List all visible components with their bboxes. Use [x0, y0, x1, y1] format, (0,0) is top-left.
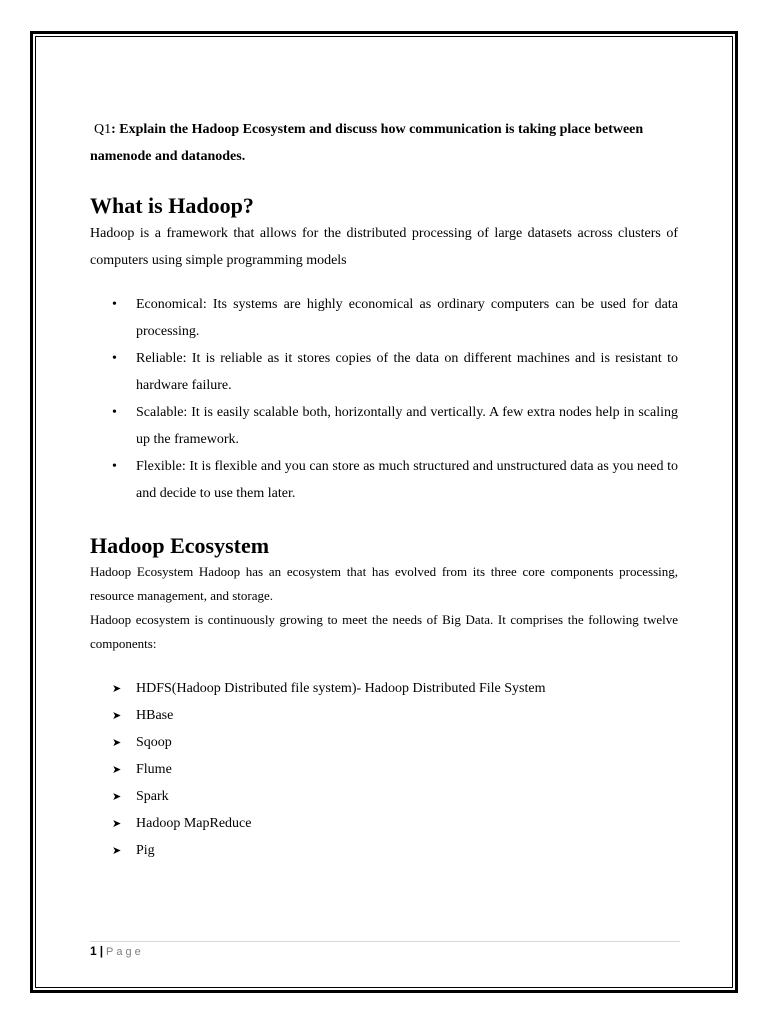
list-item-text: Scalable: It is easily scalable both, horizontally and vertically. A few extra nodes help in scaling up the framework. — [136, 405, 678, 447]
list-item — [90, 675, 678, 702]
bullet-icon: • — [112, 297, 117, 312]
bullet-icon: • — [112, 351, 117, 366]
list-item-text: HBase — [136, 708, 174, 723]
arrow-bullet-icon: ➤ — [112, 682, 122, 695]
list-item-text: Economical: Its systems are highly economical as ordinary computers can be used for data processing. — [136, 297, 678, 339]
list-item — [90, 756, 678, 783]
list-item-text: Pig — [136, 843, 155, 858]
document-body — [90, 116, 678, 864]
footer-divider — [90, 941, 680, 942]
question-label: Q1 — [94, 122, 112, 137]
list-item — [90, 810, 678, 837]
heading-hadoop-ecosystem: Hadoop Ecosystem — [90, 533, 270, 558]
question-text: : Explain the Hadoop Ecosystem and discuss how communication is taking place between namenode and datanodes. — [90, 122, 644, 164]
list-item — [90, 702, 678, 729]
ecosystem-paragraph-2: Hadoop ecosystem is continuously growing to meet the needs of Big Data. It comprises the following twelve components: — [90, 612, 678, 651]
list-item — [90, 783, 678, 810]
arrow-bullet-icon: ➤ — [112, 817, 122, 830]
list-item-text: HDFS(Hadoop Distributed file system)- Hadoop Distributed File System — [136, 681, 546, 696]
list-item-text: Hadoop MapReduce — [136, 816, 252, 831]
list-item — [90, 399, 678, 453]
heading-what-is-hadoop: What is Hadoop? — [90, 193, 254, 218]
list-item — [90, 729, 678, 756]
list-item-text: Spark — [136, 789, 169, 804]
hadoop-intro-paragraph: Hadoop is a framework that allows for the distributed processing of large datasets across clusters of computers using simple programming models — [90, 226, 678, 268]
question-paragraph — [90, 116, 678, 170]
hadoop-features-list — [90, 291, 678, 507]
list-item-text: Flume — [136, 762, 172, 777]
list-item-text: Sqoop — [136, 735, 172, 750]
page-number: 1 — [90, 944, 97, 958]
list-item-text: Flexible: It is flexible and you can store as much structured and unstructured data as you need to and decide to use them later. — [136, 459, 678, 501]
ecosystem-paragraph-1: Hadoop Ecosystem Hadoop has an ecosystem that has evolved from its three core components processing, resource management, and storage. — [90, 564, 678, 603]
ecosystem-components-list — [90, 675, 678, 864]
arrow-bullet-icon: ➤ — [112, 709, 122, 722]
bullet-icon: • — [112, 459, 117, 474]
arrow-bullet-icon: ➤ — [112, 763, 122, 776]
list-item-text: Reliable: It is reliable as it stores copies of the data on different machines and is resistant to hardware failure. — [136, 351, 678, 393]
arrow-bullet-icon: ➤ — [112, 736, 122, 749]
arrow-bullet-icon: ➤ — [112, 844, 122, 857]
page-footer — [90, 943, 144, 960]
list-item — [90, 291, 678, 345]
arrow-bullet-icon: ➤ — [112, 790, 122, 803]
footer-separator: | — [99, 944, 104, 958]
list-item — [90, 453, 678, 507]
list-item — [90, 345, 678, 399]
bullet-icon: • — [112, 405, 117, 420]
list-item — [90, 837, 678, 864]
page-word: Page — [106, 946, 144, 958]
